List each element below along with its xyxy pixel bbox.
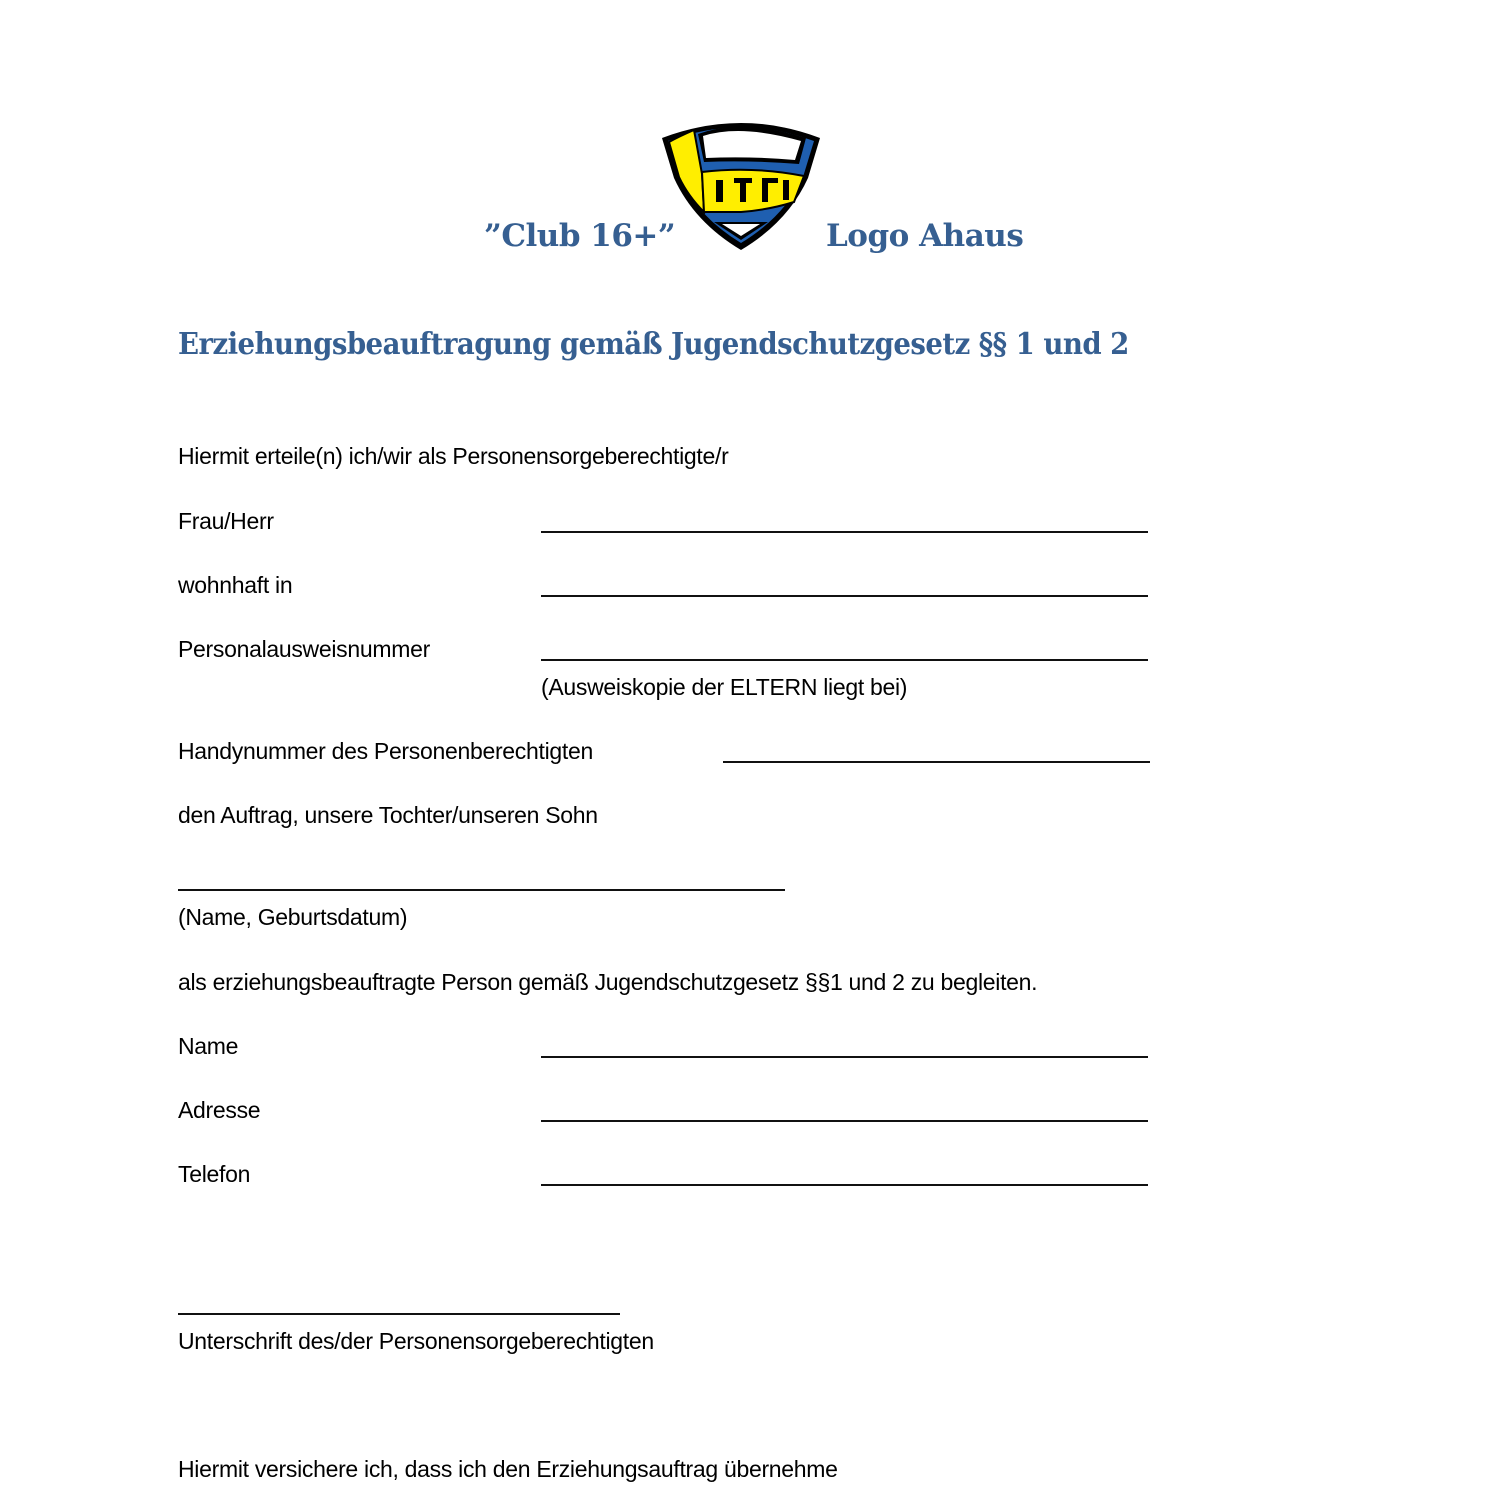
child-field-caption: (Name, Geburtsdatum) bbox=[178, 904, 408, 930]
club-label: ”Club 16+” bbox=[484, 218, 676, 254]
accompany-text: als erziehungsbeauftragte Person gemäß Jugendschutzgesetz §§1 und 2 zu begleiten. bbox=[178, 969, 1038, 995]
field-label-name: Name bbox=[178, 1033, 239, 1059]
child-intro-text: den Auftrag, unsere Tochter/unseren Sohn bbox=[178, 802, 598, 828]
declaration-text: Hiermit versichere ich, dass ich den Erziehungsauftrag übernehme bbox=[178, 1456, 838, 1482]
wohnhaft-in-input-line[interactable] bbox=[541, 595, 1148, 597]
adresse-input-line[interactable] bbox=[541, 1120, 1148, 1122]
telefon-input-line[interactable] bbox=[541, 1184, 1148, 1186]
id-copy-note: (Ausweiskopie der ELTERN liegt bei) bbox=[541, 674, 908, 700]
name-input-line[interactable] bbox=[541, 1056, 1148, 1058]
handynummer-input-line[interactable] bbox=[723, 761, 1150, 763]
child-name-birthdate-input-line[interactable] bbox=[178, 889, 785, 891]
field-label-frau-herr: Frau/Herr bbox=[178, 508, 274, 534]
field-label-wohnhaft-in: wohnhaft in bbox=[178, 572, 293, 598]
signature-input-line[interactable] bbox=[178, 1313, 620, 1315]
signature-caption: Unterschrift des/der Personensorgeberechtigten bbox=[178, 1328, 654, 1354]
page-title: Erziehungsbeauftragung gemäß Jugendschutzgesetz §§ 1 und 2 bbox=[178, 327, 1129, 362]
field-label-telefon: Telefon bbox=[178, 1161, 251, 1187]
shield-logo-icon bbox=[658, 114, 824, 252]
logo-label: Logo Ahaus bbox=[826, 218, 1024, 254]
personalausweisnummer-input-line[interactable] bbox=[541, 659, 1148, 661]
intro-text: Hiermit erteile(n) ich/wir als Personensorgeberechtigte/r bbox=[178, 443, 729, 469]
frau-herr-input-line[interactable] bbox=[541, 531, 1148, 533]
field-label-adresse: Adresse bbox=[178, 1097, 261, 1123]
field-label-personalausweisnummer: Personalausweisnummer bbox=[178, 636, 430, 662]
field-label-handynummer: Handynummer des Personenberechtigten bbox=[178, 738, 593, 764]
